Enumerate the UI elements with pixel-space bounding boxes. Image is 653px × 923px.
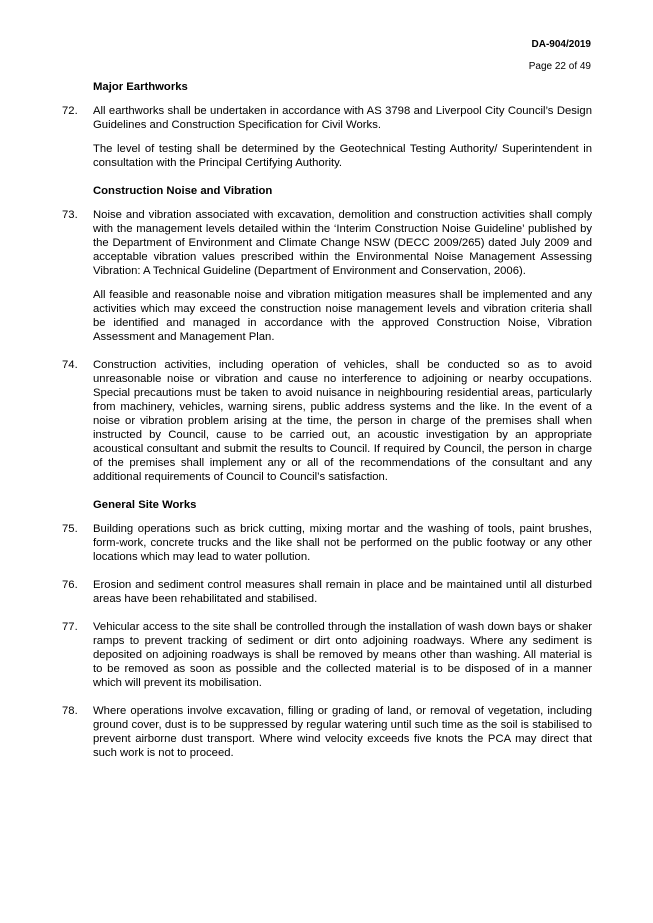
clause-paragraph: The level of testing shall be determined by the Geotechnical Testing Authority/ Superintendent in consultation with the Principal Certifying Authority.	[93, 143, 592, 169]
clause-paragraph: All feasible and reasonable noise and vibration mitigation measures shall be implemented and any activities which may exceed the construction noise management levels and vibration criteria shall be identified and managed in accordance with the approved Construction Noise, Vibration Assessment and Management Plan.	[93, 289, 592, 343]
document-body	[62, 80, 592, 770]
clause-paragraph: Where operations involve excavation, filling or grading of land, or removal of vegetation, including ground cover, dust is to be suppressed by regular watering until such time as the soil is stabilised to prevent airborne dust transport. Where wind velocity exceeds five knots the PCA may direct that such work is not to proceed.	[93, 705, 592, 759]
clause-number: 72.	[62, 105, 78, 117]
clause-number: 73.	[62, 209, 78, 221]
page-number: Page 22 of 49	[528, 61, 591, 72]
clause-paragraph: Building operations such as brick cutting, mixing mortar and the washing of tools, paint brushes, form-work, concrete trucks and the like shall not be performed on the public footway or any other locations which may lead to water pollution.	[93, 523, 592, 563]
document-id: DA-904/2019	[531, 39, 591, 50]
clause-73	[62, 208, 592, 344]
section-heading-general-site-works: General Site Works	[93, 499, 197, 511]
clause-paragraph: All earthworks shall be undertaken in accordance with AS 3798 and Liverpool City Council’s Design Guidelines and Construction Specification for Civil Works.	[93, 105, 592, 131]
clause-76	[62, 578, 592, 606]
clause-74	[62, 358, 592, 484]
clause-number: 74.	[62, 359, 78, 371]
clause-number: 77.	[62, 621, 78, 633]
clause-paragraph: Erosion and sediment control measures shall remain in place and be maintained until all disturbed areas have been rehabilitated and stabilised.	[93, 579, 592, 605]
clause-paragraph: Vehicular access to the site shall be controlled through the installation of wash down bays or shaker ramps to prevent tracking of sediment or dirt onto adjoining roadways. Where any sediment is deposited on adjoining roadways is shall be removed by means other than washing. All material is to be removed as soon as possible and the collected material is to be disposed of in a manner which will prevent its mobilisation.	[93, 621, 592, 689]
clause-75	[62, 522, 592, 564]
clause-72	[62, 104, 592, 170]
section-heading-noise-vibration: Construction Noise and Vibration	[93, 185, 273, 197]
clause-paragraph: Noise and vibration associated with excavation, demolition and construction activities shall comply with the management levels detailed within the ‘Interim Construction Noise Guideline’ published by the Department of Environment and Climate Change NSW (DECC 2009/265) dated July 2009 and acceptable vibration values prescribed within the Environmental Noise Management Assessing Vibration: A Technical Guideline (Department of Environment and Conservation, 2006).	[93, 209, 592, 277]
clause-77	[62, 620, 592, 690]
clause-78	[62, 704, 592, 760]
clause-number: 75.	[62, 523, 78, 535]
clause-paragraph: Construction activities, including operation of vehicles, shall be conducted so as to avoid unreasonable noise or vibration and cause no interference to adjoining or nearby occupations. Special precautions must be taken to avoid nuisance in neighbouring residential areas, particularly from machinery, vehicles, warning sirens, public address systems and the like. In the event of a noise or vibration problem arising at the time, the person in charge of the premises shall when instructed by Council, cause to be carried out, an acoustic investigation by an appropriate acoustical consultant and submit the results to Council. If required by Council, the person in charge of the premises shall implement any or all of the recommendations of the consultant and any additional requirements of Council to Council’s satisfaction.	[93, 359, 592, 483]
clause-number: 78.	[62, 705, 78, 717]
section-heading-major-earthworks: Major Earthworks	[93, 81, 188, 93]
clause-number: 76.	[62, 579, 78, 591]
